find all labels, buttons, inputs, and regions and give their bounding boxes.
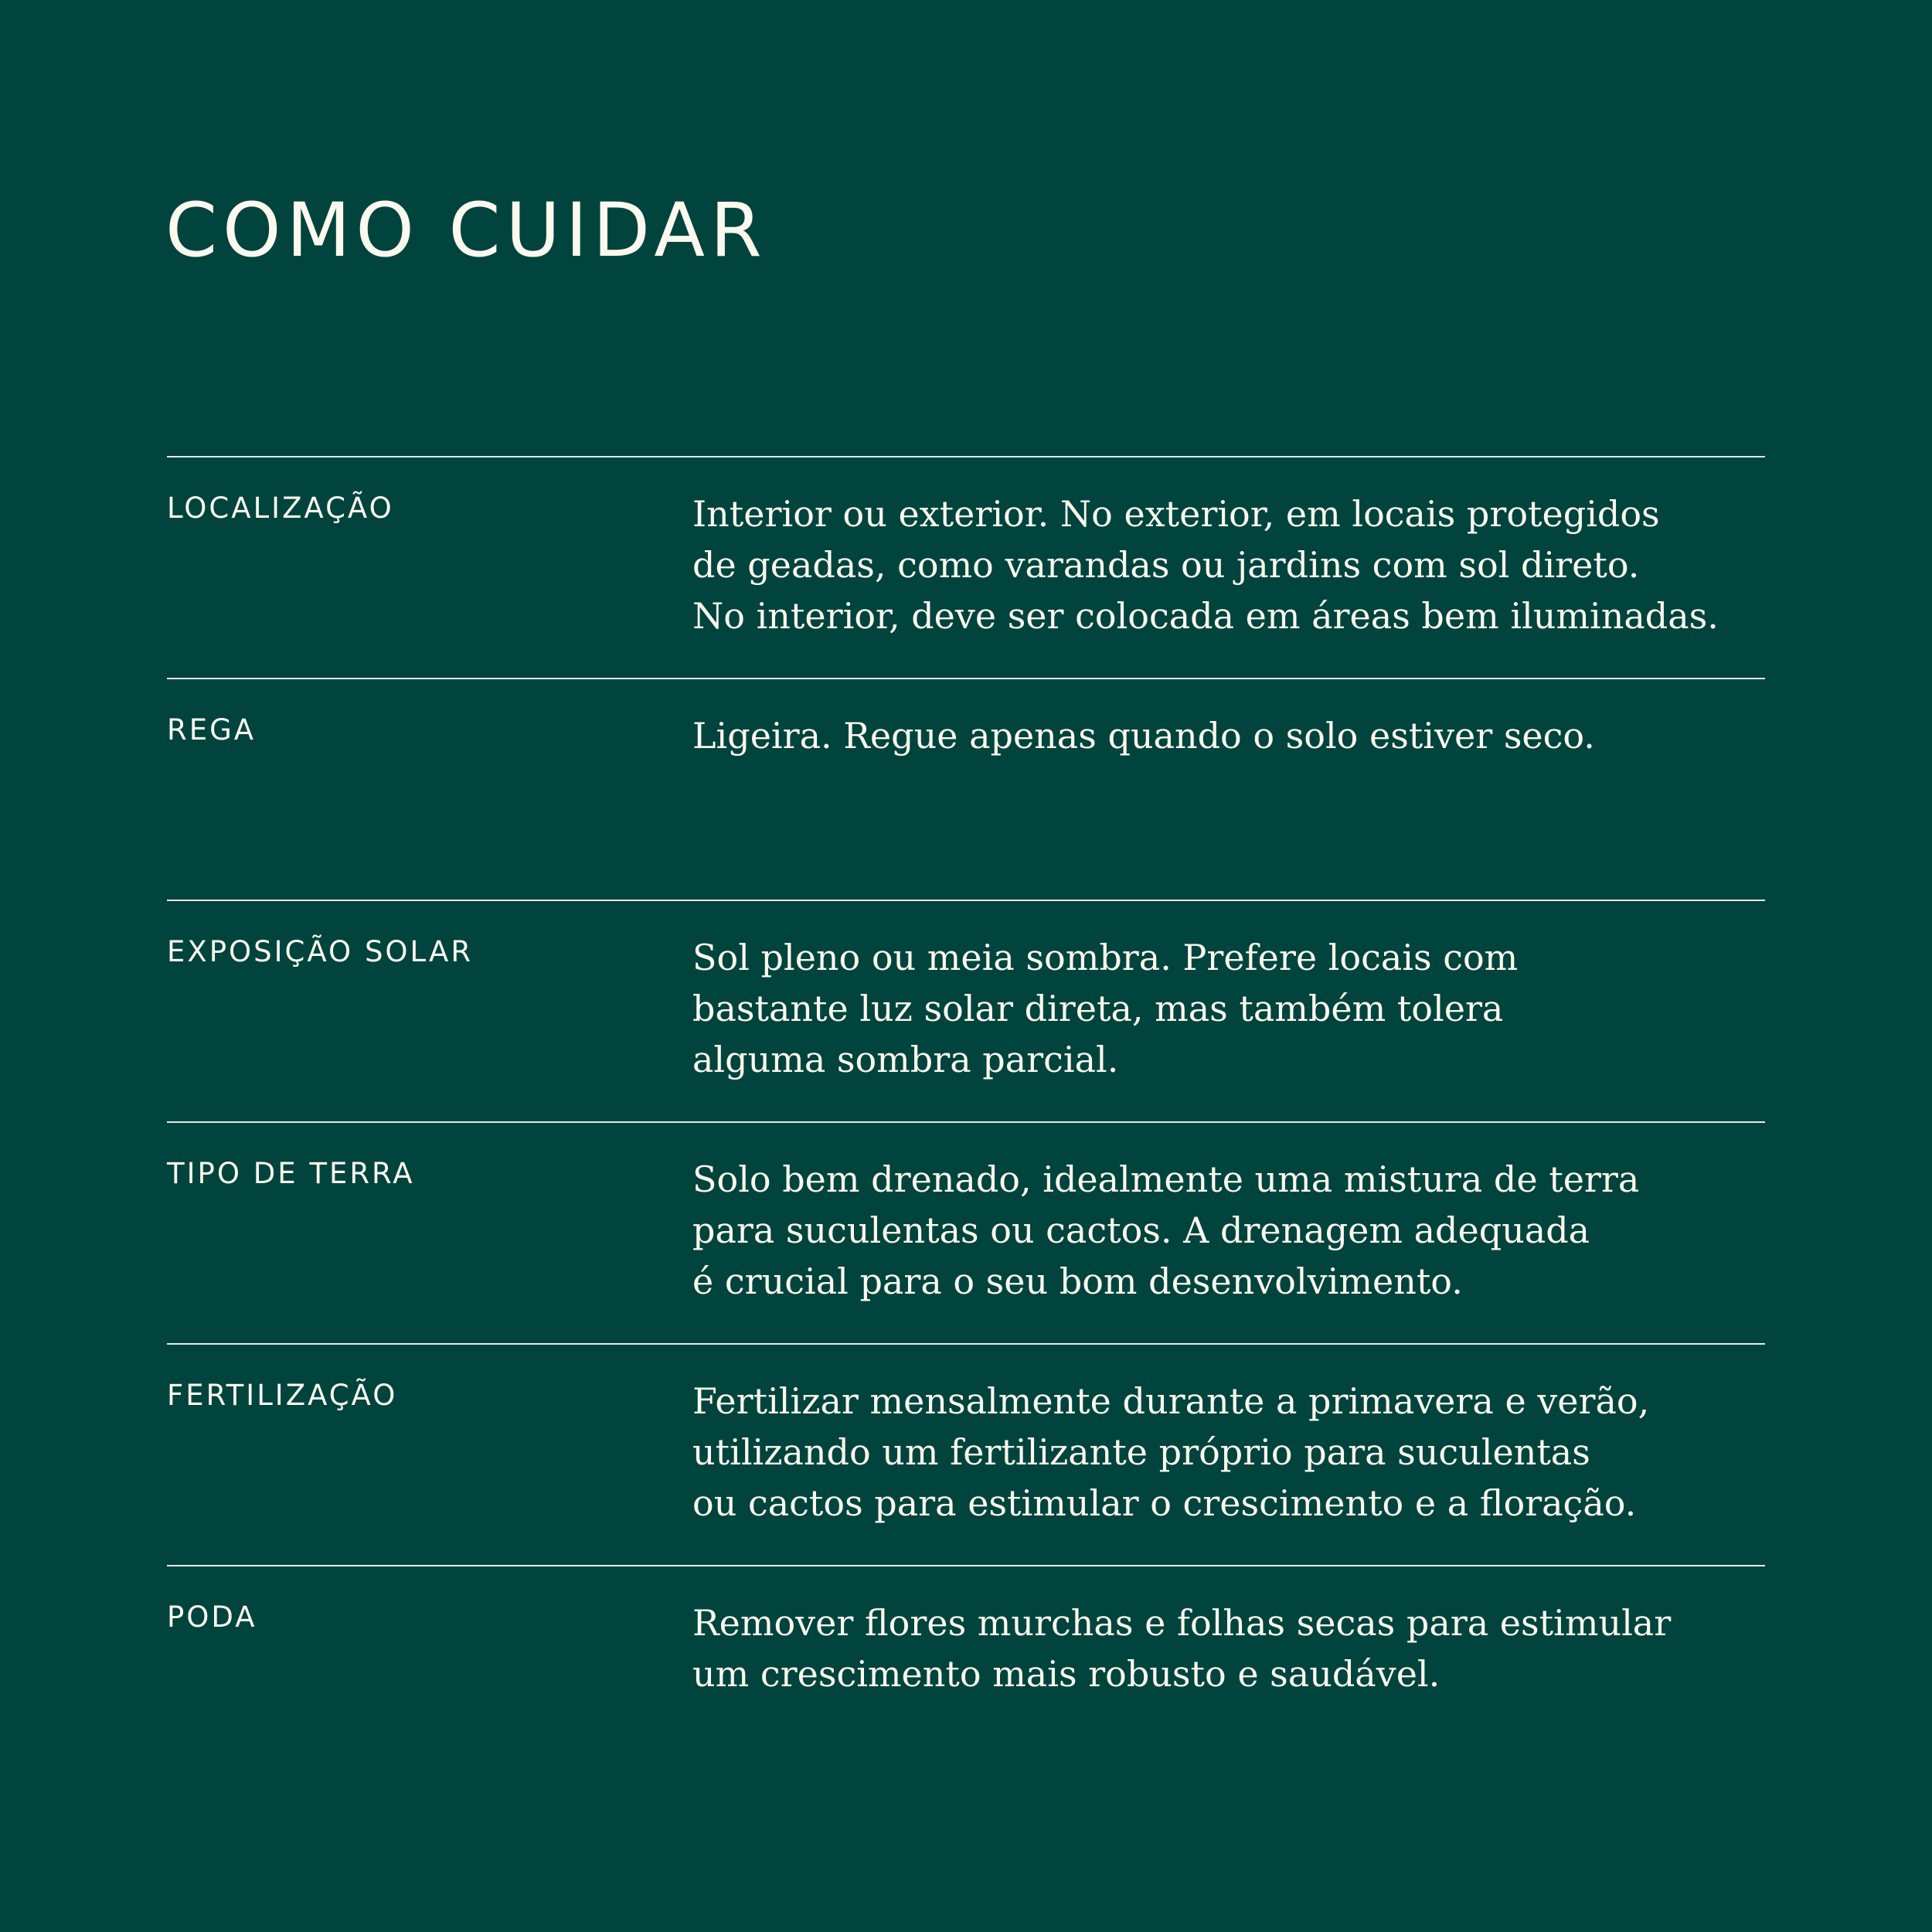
- care-label: PODA: [167, 1600, 257, 1634]
- care-row-localizacao: [167, 456, 1765, 678]
- care-description: Ligeira. Regue apenas quando o solo estiver seco.: [692, 715, 1595, 757]
- care-description: Sol pleno ou meia sombra. Prefere locais com bastante luz solar direta, mas também tolera alguma sombra parcial.: [692, 937, 1519, 1080]
- page-title: COMO CUIDAR: [165, 187, 767, 274]
- care-table: [167, 456, 1765, 1787]
- care-description: Solo bem drenado, idealmente uma mistura de terra para suculentas ou cactos. A drenagem adequada é crucial para o seu bom desenvolvimento.: [692, 1158, 1640, 1302]
- care-row-poda: [167, 1565, 1765, 1787]
- care-description: Remover flores murchas e folhas secas para estimular um crescimento mais robusto e saudável.: [692, 1602, 1672, 1695]
- care-description: Interior ou exterior. No exterior, em locais protegidos de geadas, como varandas ou jardins com sol direto. No interior, deve ser colocada em áreas bem iluminadas.: [692, 493, 1719, 637]
- care-row-fertilizacao: [167, 1343, 1765, 1565]
- care-label: TIPO DE TERRA: [167, 1157, 415, 1190]
- care-row-exposicao-solar: [167, 900, 1765, 1121]
- care-row-tipo-de-terra: [167, 1121, 1765, 1343]
- care-description: Fertilizar mensalmente durante a primavera e verão, utilizando um fertilizante próprio para suculentas ou cactos para estimular o crescimento e a floração.: [692, 1380, 1650, 1524]
- care-label: REGA: [167, 713, 257, 747]
- care-label: FERTILIZAÇÃO: [167, 1379, 398, 1412]
- care-label: EXPOSIÇÃO SOLAR: [167, 935, 474, 968]
- care-label: LOCALIZAÇÃO: [167, 492, 394, 525]
- care-row-rega: [167, 678, 1765, 900]
